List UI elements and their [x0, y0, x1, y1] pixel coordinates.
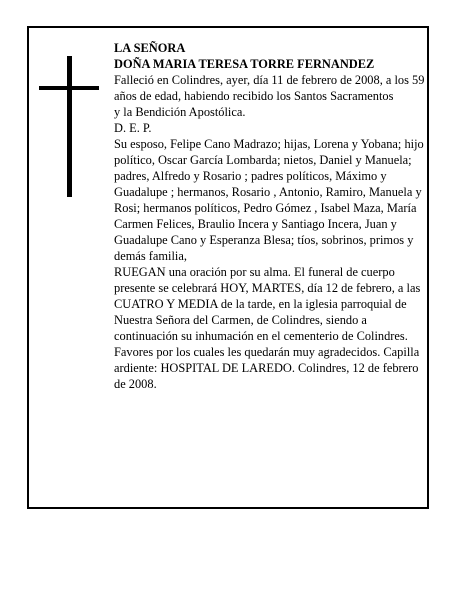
blessing-line: y la Bendición Apostólica. — [114, 105, 246, 119]
funeral-paragraph: RUEGAN una oración por su alma. El funeral de cuerpo presente se celebrará HOY, MARTES, día 12 de febrero, a las CUATRO Y MEDIA de la tarde, en la iglesia parroquial de Nuestra Señora del Carmen, de Colindres, siendo a continuación su inhumación en el cementerio de Colindres. Favores por los cuales les quedarán muy agradecidos. Capilla ardiente: HOSPITAL DE LAREDO. Colindres, 12 de febrero de 2008. — [114, 265, 421, 391]
death-announcement: Falleció en Colindres, ayer, día 11 de febrero de 2008, a los 59 años de edad, habiendo recibido los Santos Sacramentos — [114, 73, 425, 103]
notice-title: LA SEÑORA — [114, 41, 186, 55]
obituary-text — [114, 40, 425, 392]
obituary-card — [27, 26, 429, 509]
dep-line: D. E. P. — [114, 121, 152, 135]
deceased-name: DOÑA MARIA TERESA TORRE FERNANDEZ — [114, 57, 375, 71]
cross-horizontal-bar — [39, 86, 99, 90]
cross-vertical-bar — [67, 56, 72, 197]
family-paragraph: Su esposo, Felipe Cano Madrazo; hijas, Lorena y Yobana; hijo político, Oscar García Lombarda; nietos, Daniel y Manuela; padres, Alfredo y Rosario ; padres políticos, Máximo y Guadalupe ; hermanos, Rosario , Antonio, Ramiro, Manuela y Rosi; hermanos políticos, Pedro Gómez , Isabel Maza, María Carmen Felices, Braulio Incera y Santiago Incera, Juan y Guadalupe Cano y Esperanza Blesa; tíos, sobrinos, primos y demás familia, — [114, 137, 424, 263]
